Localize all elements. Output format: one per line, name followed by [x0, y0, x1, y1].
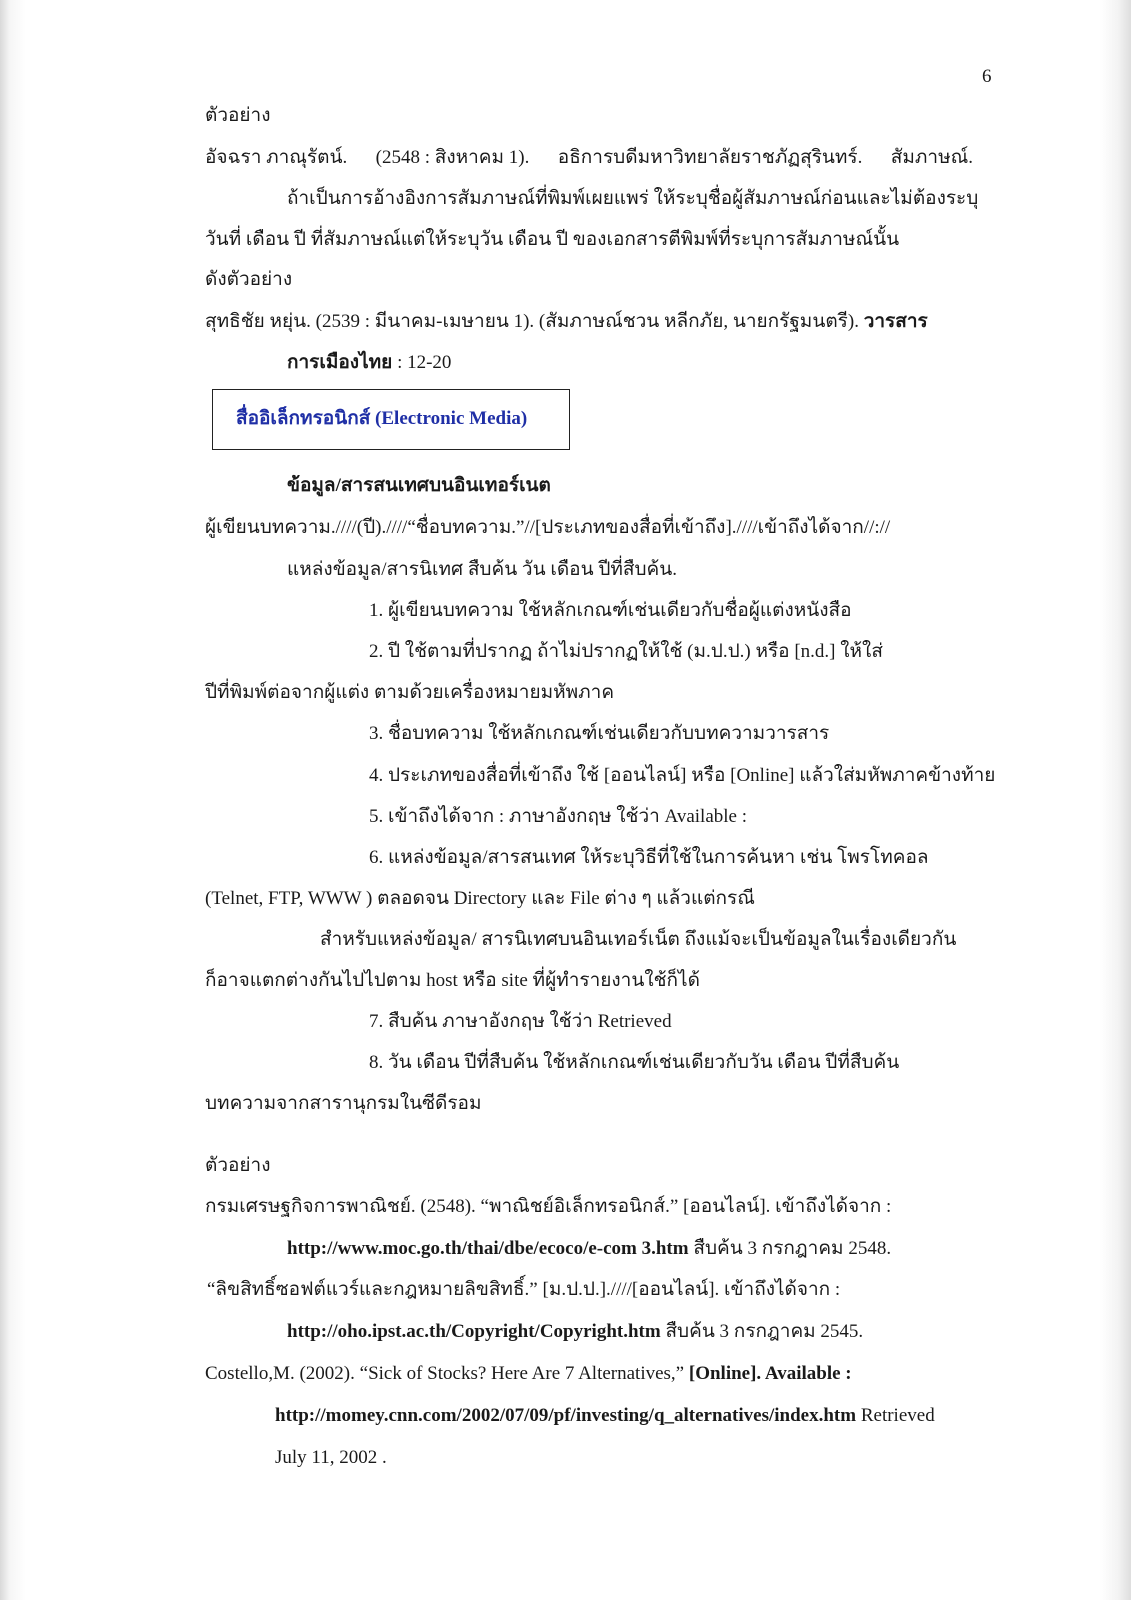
example-label: ตัวอย่าง: [205, 1155, 271, 1176]
magazine-title-part: การเมืองไทย: [287, 352, 393, 373]
interview-type: สัมภาษณ์.: [890, 147, 973, 168]
note-line: สำหรับแหล่งข้อมูล/ สารนิเทศบนอินเทอร์เน็ต ถึงแม้จะเป็นข้อมูลในเรื่องเดียวกัน: [320, 929, 957, 950]
note-line: ก็อาจแตกต่างกันไปไปตาม host หรือ site ที่ผู้ทำรายงานใช้ก็ได้: [205, 970, 700, 991]
list-item: 2. ปี ใช้ตามที่ปรากฏ ถ้าไม่ปรากฏให้ใช้ (ม.ป.ป.) หรือ [n.d.] ให้ใส่: [369, 641, 883, 662]
example-reference-line: กรมเศรษฐกิจการพาณิชย์. (2548). “พาณิชย์อิเล็กทรอนิกส์.” [ออนไลน์]. เข้าถึงได้จาก :: [205, 1196, 892, 1217]
list-item: 1. ผู้เขียนบทความ ใช้หลักเกณฑ์เช่นเดียวกับชื่อผู้แต่งหนังสือ: [369, 600, 852, 621]
retrieved-date: สืบค้น 3 กรกฎาคม 2548.: [693, 1238, 892, 1259]
magazine-title-part: วารสาร: [863, 311, 928, 332]
example-label: ตัวอย่าง: [205, 105, 271, 126]
format-line: แหล่งข้อมูล/สารนิเทศ สืบค้น วัน เดือน ปีที่สืบค้น.: [287, 559, 678, 580]
list-item: 6. แหล่งข้อมูล/สารสนเทศ ให้ระบุวิธีที่ใช้ในการค้นหา เช่น โพรโทคอล: [369, 847, 929, 868]
list-item: 3. ชื่อบทความ ใช้หลักเกณฑ์เช่นเดียวกับบทความวารสาร: [369, 723, 830, 744]
list-item-continuation: (Telnet, FTP, WWW ) ตลอดจน Directory และ File ต่าง ๆ แล้วแต่กรณี: [205, 888, 755, 909]
format-line: ผู้เขียนบทความ.////(ปี).////“ชื่อบทความ.”//[ประเภทของสื่อที่เข้าถึง].////เข้าถึงได้จาก//://: [205, 517, 891, 538]
magazine-reference-line: [205, 309, 928, 335]
reference-url[interactable]: http://momey.cnn.com/2002/07/09/pf/investing/q_alternatives/index.htm: [275, 1405, 857, 1426]
section-title: สื่ออิเล็กทรอนิกส์ (Electronic Media): [236, 408, 528, 429]
interview-date: (2548 : สิงหาคม 1).: [375, 147, 530, 168]
interview-reference: [205, 145, 973, 171]
subheading: ข้อมูล/สารสนเทศบนอินเทอร์เนต: [287, 475, 551, 496]
example-reference-url-line: [287, 1319, 863, 1345]
paragraph-line: วันที่ เดือน ปี ที่สัมภาษณ์แต่ให้ระบุวัน เดือน ปี ของเอกสารตีพิมพ์ที่ระบุการสัมภาษณ์นั้น: [205, 229, 900, 250]
list-item: 4. ประเภทของสื่อที่เข้าถึง ใช้ [ออนไลน์] หรือ [Online] แล้วใส่มหัพภาคข้างท้าย: [369, 765, 996, 786]
list-item-continuation: ปีที่พิมพ์ต่อจากผู้แต่ง ตามด้วยเครื่องหมายมหัพภาค: [205, 682, 615, 703]
interview-subject: อธิการบดีมหาวิทยาลัยราชภัฏสุรินทร์.: [557, 147, 863, 168]
paragraph-line: ถ้าเป็นการอ้างอิงการสัมภาษณ์ที่พิมพ์เผยแพร่ ให้ระบุชื่อผู้สัมภาษณ์ก่อนและไม่ต้องระบุ: [287, 188, 979, 209]
list-item: 5. เข้าถึงได้จาก : ภาษาอังกฤษ ใช้ว่า Available :: [369, 806, 748, 827]
interview-author: อัจฉรา ภาณุรัตน์.: [205, 147, 348, 168]
retrieved-date: สืบค้น 3 กรกฎาคม 2545.: [665, 1321, 864, 1342]
magazine-reference-line-2: [287, 350, 451, 376]
example-reference-url-line: [275, 1403, 935, 1429]
reference-url[interactable]: http://www.moc.go.th/thai/dbe/ecoco/e-com 3.htm: [287, 1238, 689, 1259]
paragraph-line: ดังตัวอย่าง: [205, 269, 293, 290]
magazine-reference-text: สุทธิชัย หยุ่น. (2539 : มีนาคม-เมษายน 1). (สัมภาษณ์ชวน หลีกภัย, นายกรัฐมนตรี).: [205, 311, 859, 332]
section-title-box: [212, 389, 570, 450]
retrieved-date: July 11, 2002 .: [275, 1447, 387, 1468]
list-item: 7. สืบค้น ภาษาอังกฤษ ใช้ว่า Retrieved: [369, 1011, 672, 1032]
reference-text: Costello,M. (2002). “Sick of Stocks? Here Are 7 Alternatives,”: [205, 1363, 685, 1384]
list-item-continuation: บทความจากสารานุกรมในซีดีรอม: [205, 1093, 482, 1114]
reference-availability: [Online]. Available :: [688, 1363, 852, 1384]
page-number: 6: [982, 66, 992, 87]
example-reference-url-line: [287, 1236, 891, 1262]
retrieved-label: Retrieved: [860, 1405, 935, 1426]
example-reference-line: [205, 1361, 852, 1387]
example-reference-line: “ลิขสิทธิ์ซอฟต์แวร์และกฎหมายลิขสิทธิ์.” [ม.ป.ป.].////[ออนไลน์]. เข้าถึงได้จาก :: [207, 1279, 841, 1300]
list-item: 8. วัน เดือน ปีที่สืบค้น ใช้หลักเกณฑ์เช่นเดียวกับวัน เดือน ปีที่สืบค้น: [369, 1052, 900, 1073]
magazine-pages: : 12-20: [397, 352, 452, 373]
reference-url[interactable]: http://oho.ipst.ac.th/Copyright/Copyright.htm: [287, 1321, 661, 1342]
